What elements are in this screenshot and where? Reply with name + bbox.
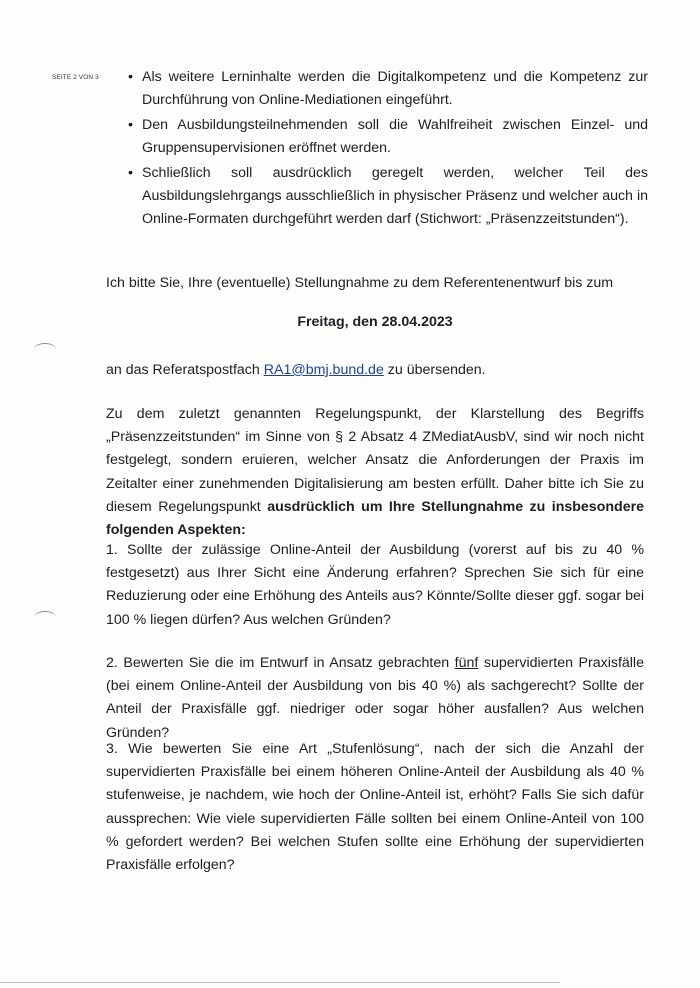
send-text-after: zu übersenden. — [387, 362, 486, 378]
request-paragraph: Ich bitte Sie, Ihre (eventuelle) Stellungnahme zu dem Referentenentwurf bis zum — [106, 275, 614, 291]
send-paragraph — [106, 359, 644, 382]
question-2-underlined: fünf — [454, 655, 479, 671]
bullet-icon: • — [128, 117, 133, 133]
bullet-icon: • — [128, 69, 133, 85]
bullet-list — [128, 66, 648, 233]
question-2-before: 2. Bewerten Sie die im Entwurf in Ansatz gebrachten — [106, 655, 450, 671]
page-number: SEITE 2 VON 3 — [52, 74, 99, 81]
list-item — [128, 114, 648, 160]
list-item — [128, 162, 648, 231]
scan-edge-line — [0, 982, 560, 983]
list-item — [128, 66, 648, 112]
bullet-icon: • — [128, 165, 133, 181]
question-2-after: supervidierten Praxisfälle (bei einem Online-Anteil der Ausbildung von bis 40 %) als sachgerecht? Sollte der Anteil der Praxisfälle ggf. niedriger oder sogar höher ausfallen? Aus welchen Gründen? — [106, 655, 644, 741]
question-2 — [106, 652, 644, 745]
deadline-date: Freitag, den 28.04.2023 — [297, 314, 453, 330]
topic-paragraph — [106, 403, 644, 542]
bullet-text: Als weitere Lerninhalte werden die Digitalkompetenz und die Kompetenz zur Durchführung von Online-Mediationen eingeführt. — [142, 69, 648, 108]
send-text-before: an das Referatspostfach — [106, 362, 260, 378]
question-1: 1. Sollte der zulässige Online-Anteil der Ausbildung (vorerst auf bis zu 40 % festgesetzt) aus Ihrer Sicht eine Änderung erfahren? Sprechen Sie sich für eine Reduzierung oder eine Erhöhung des Anteils aus? Könnte/Sollte dieser ggf. sogar bei 100 % liegen dürfen? Aus welchen Gründen? — [106, 542, 644, 628]
email-link[interactable]: RA1@bmj.bund.de — [263, 362, 384, 378]
punch-hole-mark — [34, 343, 56, 356]
question-3: 3. Wie bewerten Sie eine Art „Stufenlösung“, nach der sich die Anzahl der supervidierten Praxisfälle bei einem höheren Online-Anteil der Ausbildung als 40 % stufenweise, je nachdem, wie hoch der Online-Anteil ist, erhöht? Falls Sie sich dafür aussprechen: Wie viele supervidierten Fälle sollten bei einem Online-Anteil von 100 % gefordert werden? Bei welchen Stufen sollte eine Erhöhung der supervidierten Praxisfälle erfolgen? — [106, 741, 644, 874]
bullet-text: Schließlich soll ausdrücklich geregelt werden, welcher Teil des Ausbildungslehrgangs ausschließlich in physischer Präsenz und welcher auch in Online-Formaten durchgeführt werden darf (Stichwort: „Präsenzzeitstunden“). — [142, 165, 648, 227]
topic-text: Zu dem zuletzt genannten Regelungspunkt, der Klarstellung des Begriffs „Präsenzzeitstunden“ im Sinne von § 2 Absatz 4 ZMediatAusbV, sind wir noch nicht festgelegt, sondern eruieren, welcher Ansatz die Anforderungen der Praxis im Zeitalter einer zunehmenden Digitalisierung am besten erfüllt. Daher bitte ich Sie zu diesem Regelungspunkt — [106, 406, 644, 515]
topic-bold-text: ausdrücklich um Ihre Stellungnahme zu insbesondere folgenden Aspekten: — [106, 498, 644, 539]
punch-hole-mark — [34, 611, 56, 624]
bullet-text: Den Ausbildungsteilnehmenden soll die Wahlfreiheit zwischen Einzel- und Gruppensupervisionen eröffnet werden. — [142, 117, 648, 156]
